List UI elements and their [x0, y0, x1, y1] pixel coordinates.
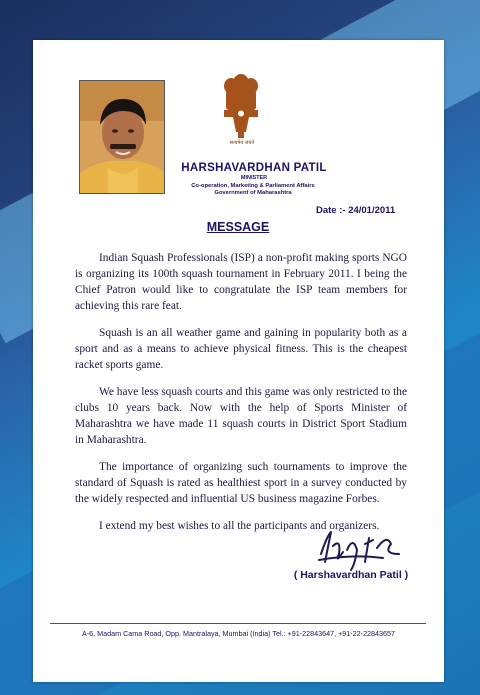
message-paragraph: I extend my best wishes to all the participants and organizers. [99, 520, 380, 532]
minister-photo [79, 80, 165, 194]
minister-role: MINISTER [240, 175, 268, 181]
footer-divider [50, 623, 426, 624]
government-line: Government of Maharashtra [214, 190, 292, 196]
message-paragraph: We have less squash courts and this game was only restricted to the clubs 10 years back. Now with the help of Sports Minister of Maharashtra we have made 11 squash courts in District Sport Stadium in Maharashtra. [75, 386, 407, 446]
minister-name: HARSHAVARDHAN PATIL [181, 162, 327, 174]
message-body [75, 250, 407, 545]
letter-page [33, 40, 444, 682]
minister-department [163, 183, 343, 197]
letter-date: Date :- 24/01/2011 [316, 205, 396, 216]
department-line: Co-operation, Marketing & Parliament Affairs [191, 183, 315, 189]
message-paragraph: Indian Squash Professionals (ISP) a non-profit making sports NGO is organizing its 100th squash tournament in February 2011. I being the Chief Patron would like to congratulate the ISP team members for achieving this rare feat. [75, 252, 407, 312]
message-heading: MESSAGE [206, 220, 270, 234]
handwritten-signature [313, 524, 413, 572]
emblem-motto: सत्यमेव जयते [229, 140, 255, 146]
footer-address: A-6, Madam Cama Road, Opp. Mantralaya, Mumbai (India) Tel.: +91-22843647, +91-22-22843657 [81, 629, 396, 638]
message-paragraph: The importance of organizing such tournaments to improve the standard of Squash is rated as healthiest sport in a survey conducted by the widely respected and influential US business magazine Forbes. [75, 461, 407, 505]
message-paragraph: Squash is an all weather game and gaining in popularity both as a sport and as a means to achieve physical fitness. This is the cheapest racket sports game. [75, 327, 407, 371]
signatory-name: ( Harshavardhan Patil ) [293, 569, 409, 581]
national-emblem-icon [219, 72, 263, 146]
